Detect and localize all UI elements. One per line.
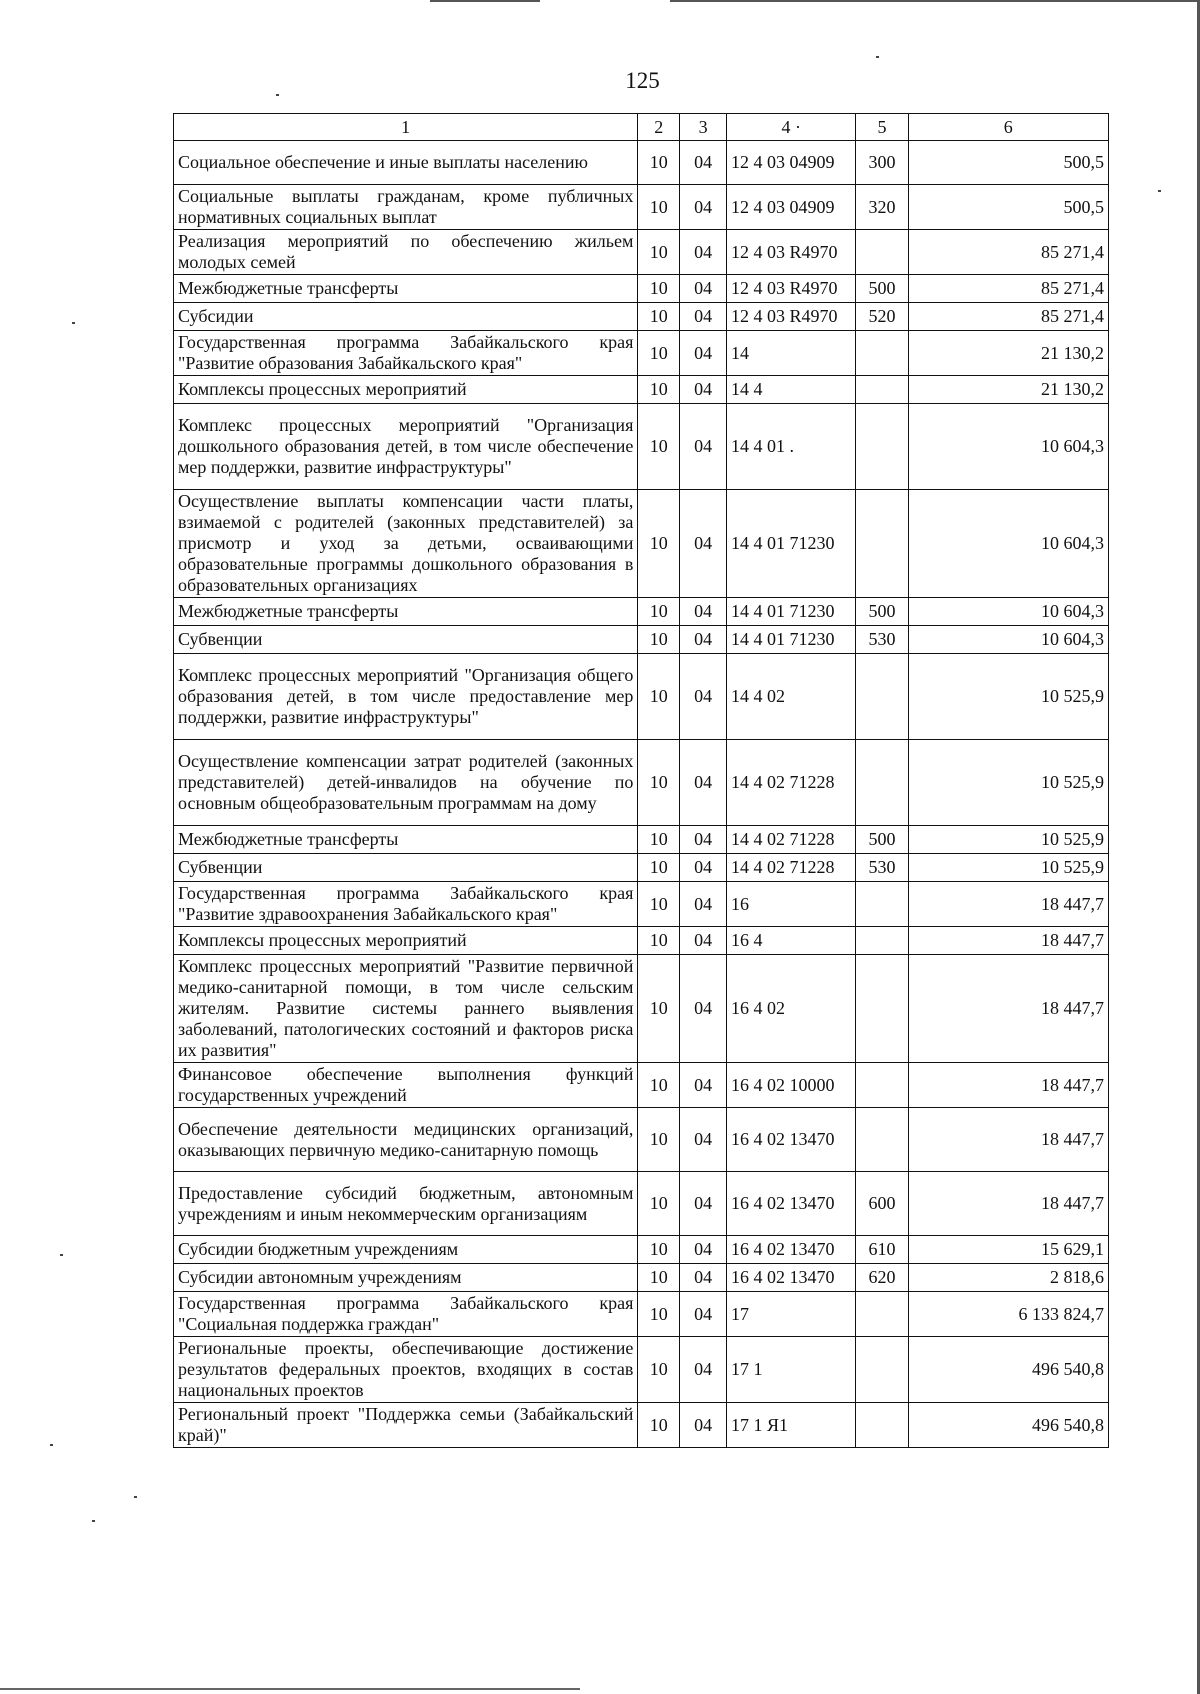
row-section-cell: 10 bbox=[638, 1292, 680, 1337]
row-amount-cell: 18 447,7 bbox=[908, 1063, 1108, 1108]
table-row bbox=[174, 955, 1109, 1063]
scan-speck bbox=[72, 322, 75, 324]
row-amount-cell: 18 447,7 bbox=[908, 1108, 1108, 1172]
row-expense-type-cell: 500 bbox=[856, 275, 908, 303]
header-col-5: 5 bbox=[856, 114, 908, 141]
row-expense-type-cell: 500 bbox=[856, 826, 908, 854]
row-amount-cell: 85 271,4 bbox=[908, 303, 1108, 331]
row-name-cell: Субвенции bbox=[174, 854, 638, 882]
row-expense-type-cell bbox=[856, 1337, 908, 1403]
row-name-cell: Комплекс процессных мероприятий "Организация дошкольного образования детей, в том числе обеспечение мер поддержки, развитие инфраструктуры" bbox=[174, 404, 638, 490]
table-row bbox=[174, 740, 1109, 826]
row-name-cell: Межбюджетные трансферты bbox=[174, 598, 638, 626]
row-expense-type-cell: 320 bbox=[856, 185, 908, 230]
row-name-cell: Комплекс процессных мероприятий "Развитие первичной медико-санитарной помощи, в том числе сельским жителям. Развитие системы раннего выявления заболеваний, патологических состояний и факторов риска их развития" bbox=[174, 955, 638, 1063]
row-name-cell: Реализация мероприятий по обеспечению жильем молодых семей bbox=[174, 230, 638, 275]
row-name-cell: Субсидии автономным учреждениям bbox=[174, 1264, 638, 1292]
row-name-cell: Государственная программа Забайкальского края "Развитие образования Забайкальского края" bbox=[174, 331, 638, 376]
table-row bbox=[174, 1236, 1109, 1264]
row-subsection-cell: 04 bbox=[680, 1403, 727, 1448]
table-row bbox=[174, 490, 1109, 598]
header-col-2: 2 bbox=[638, 114, 680, 141]
row-expense-type-cell bbox=[856, 230, 908, 275]
row-subsection-cell: 04 bbox=[680, 376, 727, 404]
row-subsection-cell: 04 bbox=[680, 275, 727, 303]
row-target-article-cell: 12 4 03 R4970 bbox=[727, 230, 856, 275]
table-row bbox=[174, 882, 1109, 927]
row-section-cell: 10 bbox=[638, 303, 680, 331]
row-name-cell: Социальные выплаты гражданам, кроме публичных нормативных социальных выплат bbox=[174, 185, 638, 230]
table-row bbox=[174, 927, 1109, 955]
budget-table bbox=[173, 113, 1109, 1448]
scan-speck bbox=[276, 94, 279, 96]
row-name-cell: Субсидии бюджетным учреждениям bbox=[174, 1236, 638, 1264]
table-row bbox=[174, 1403, 1109, 1448]
row-section-cell: 10 bbox=[638, 1403, 680, 1448]
row-target-article-cell: 14 4 02 71228 bbox=[727, 854, 856, 882]
row-expense-type-cell: 300 bbox=[856, 141, 908, 185]
row-amount-cell: 6 133 824,7 bbox=[908, 1292, 1108, 1337]
row-section-cell: 10 bbox=[638, 626, 680, 654]
row-amount-cell: 500,5 bbox=[908, 185, 1108, 230]
row-target-article-cell: 14 4 01 71230 bbox=[727, 598, 856, 626]
table-row bbox=[174, 185, 1109, 230]
scan-edge-bottom bbox=[0, 1688, 580, 1690]
row-subsection-cell: 04 bbox=[680, 230, 727, 275]
row-expense-type-cell bbox=[856, 1403, 908, 1448]
scan-speck bbox=[50, 1444, 53, 1446]
row-subsection-cell: 04 bbox=[680, 654, 727, 740]
row-section-cell: 10 bbox=[638, 1172, 680, 1236]
row-target-article-cell: 14 4 bbox=[727, 376, 856, 404]
row-expense-type-cell bbox=[856, 740, 908, 826]
row-target-article-cell: 16 bbox=[727, 882, 856, 927]
row-amount-cell: 18 447,7 bbox=[908, 927, 1108, 955]
table-row bbox=[174, 626, 1109, 654]
row-amount-cell: 15 629,1 bbox=[908, 1236, 1108, 1264]
row-target-article-cell: 16 4 02 10000 bbox=[727, 1063, 856, 1108]
row-target-article-cell: 16 4 02 13470 bbox=[727, 1264, 856, 1292]
row-section-cell: 10 bbox=[638, 376, 680, 404]
row-amount-cell: 85 271,4 bbox=[908, 230, 1108, 275]
row-subsection-cell: 04 bbox=[680, 955, 727, 1063]
row-name-cell: Предоставление субсидий бюджетным, автономным учреждениям и иным некоммерческим организациям bbox=[174, 1172, 638, 1236]
row-subsection-cell: 04 bbox=[680, 303, 727, 331]
row-target-article-cell: 16 4 02 bbox=[727, 955, 856, 1063]
row-target-article-cell: 14 4 01 71230 bbox=[727, 490, 856, 598]
row-target-article-cell: 12 4 03 04909 bbox=[727, 185, 856, 230]
row-subsection-cell: 04 bbox=[680, 490, 727, 598]
row-subsection-cell: 04 bbox=[680, 331, 727, 376]
row-name-cell: Социальное обеспечение и иные выплаты населению bbox=[174, 141, 638, 185]
table-row bbox=[174, 598, 1109, 626]
row-section-cell: 10 bbox=[638, 404, 680, 490]
row-amount-cell: 18 447,7 bbox=[908, 955, 1108, 1063]
row-expense-type-cell bbox=[856, 376, 908, 404]
row-subsection-cell: 04 bbox=[680, 927, 727, 955]
header-col-6: 6 bbox=[908, 114, 1108, 141]
table-row bbox=[174, 1292, 1109, 1337]
table-row bbox=[174, 331, 1109, 376]
scan-speck bbox=[92, 1520, 95, 1522]
row-subsection-cell: 04 bbox=[680, 626, 727, 654]
row-section-cell: 10 bbox=[638, 1108, 680, 1172]
scan-edge-top-left bbox=[430, 0, 540, 2]
row-subsection-cell: 04 bbox=[680, 1337, 727, 1403]
table-row bbox=[174, 141, 1109, 185]
row-amount-cell: 18 447,7 bbox=[908, 1172, 1108, 1236]
row-section-cell: 10 bbox=[638, 490, 680, 598]
row-amount-cell: 21 130,2 bbox=[908, 331, 1108, 376]
row-expense-type-cell: 610 bbox=[856, 1236, 908, 1264]
table-row bbox=[174, 1264, 1109, 1292]
row-subsection-cell: 04 bbox=[680, 826, 727, 854]
row-expense-type-cell: 500 bbox=[856, 598, 908, 626]
row-amount-cell: 10 604,3 bbox=[908, 404, 1108, 490]
row-subsection-cell: 04 bbox=[680, 1236, 727, 1264]
row-name-cell: Финансовое обеспечение выполнения функций государственных учреждений bbox=[174, 1063, 638, 1108]
table-row bbox=[174, 1063, 1109, 1108]
table-row bbox=[174, 1108, 1109, 1172]
row-expense-type-cell: 530 bbox=[856, 854, 908, 882]
row-subsection-cell: 04 bbox=[680, 141, 727, 185]
table-header-row bbox=[174, 114, 1109, 141]
table-body bbox=[174, 141, 1109, 1448]
row-subsection-cell: 04 bbox=[680, 882, 727, 927]
row-amount-cell: 18 447,7 bbox=[908, 882, 1108, 927]
page-number: 125 bbox=[625, 68, 660, 93]
row-target-article-cell: 14 4 02 bbox=[727, 654, 856, 740]
row-amount-cell: 10 525,9 bbox=[908, 654, 1108, 740]
row-name-cell: Региональный проект "Поддержка семьи (Забайкальский край)" bbox=[174, 1403, 638, 1448]
row-amount-cell: 496 540,8 bbox=[908, 1403, 1108, 1448]
row-section-cell: 10 bbox=[638, 955, 680, 1063]
row-expense-type-cell bbox=[856, 654, 908, 740]
row-subsection-cell: 04 bbox=[680, 404, 727, 490]
row-expense-type-cell bbox=[856, 331, 908, 376]
row-subsection-cell: 04 bbox=[680, 1063, 727, 1108]
row-name-cell: Осуществление выплаты компенсации части платы, взимаемой с родителей (законных представителей) за присмотр и уход за детьми, осваивающими образовательные программы дошкольного образования в образовательных организациях bbox=[174, 490, 638, 598]
row-subsection-cell: 04 bbox=[680, 185, 727, 230]
row-expense-type-cell bbox=[856, 1063, 908, 1108]
table-row bbox=[174, 1337, 1109, 1403]
row-section-cell: 10 bbox=[638, 826, 680, 854]
scan-speck bbox=[60, 1254, 63, 1256]
table-row bbox=[174, 376, 1109, 404]
row-expense-type-cell bbox=[856, 404, 908, 490]
row-expense-type-cell: 600 bbox=[856, 1172, 908, 1236]
row-subsection-cell: 04 bbox=[680, 1292, 727, 1337]
row-expense-type-cell bbox=[856, 490, 908, 598]
row-target-article-cell: 14 4 01 71230 bbox=[727, 626, 856, 654]
row-expense-type-cell: 620 bbox=[856, 1264, 908, 1292]
row-section-cell: 10 bbox=[638, 882, 680, 927]
row-target-article-cell: 14 4 02 71228 bbox=[727, 826, 856, 854]
row-expense-type-cell bbox=[856, 955, 908, 1063]
table-row bbox=[174, 854, 1109, 882]
row-section-cell: 10 bbox=[638, 1337, 680, 1403]
row-section-cell: 10 bbox=[638, 654, 680, 740]
scan-speck bbox=[134, 1496, 137, 1498]
row-name-cell: Комплексы процессных мероприятий bbox=[174, 376, 638, 404]
row-section-cell: 10 bbox=[638, 331, 680, 376]
row-amount-cell: 85 271,4 bbox=[908, 275, 1108, 303]
table-row bbox=[174, 404, 1109, 490]
table-row bbox=[174, 654, 1109, 740]
scan-edge-top-right bbox=[670, 0, 1200, 2]
row-target-article-cell: 14 bbox=[727, 331, 856, 376]
row-section-cell: 10 bbox=[638, 141, 680, 185]
row-subsection-cell: 04 bbox=[680, 1264, 727, 1292]
row-expense-type-cell bbox=[856, 1108, 908, 1172]
row-name-cell: Осуществление компенсации затрат родителей (законных представителей) детей-инвалидов на обучение по основным общеобразовательным программам на дому bbox=[174, 740, 638, 826]
row-target-article-cell: 12 4 03 R4970 bbox=[727, 275, 856, 303]
row-amount-cell: 10 604,3 bbox=[908, 598, 1108, 626]
row-name-cell: Региональные проекты, обеспечивающие достижение результатов федеральных проектов, входящих в состав национальных проектов bbox=[174, 1337, 638, 1403]
scan-speck bbox=[876, 56, 879, 58]
row-target-article-cell: 14 4 02 71228 bbox=[727, 740, 856, 826]
row-target-article-cell: 17 1 bbox=[727, 1337, 856, 1403]
row-subsection-cell: 04 bbox=[680, 1108, 727, 1172]
header-col-1: 1 bbox=[174, 114, 638, 141]
row-target-article-cell: 12 4 03 R4970 bbox=[727, 303, 856, 331]
row-expense-type-cell: 520 bbox=[856, 303, 908, 331]
row-section-cell: 10 bbox=[638, 1236, 680, 1264]
row-amount-cell: 10 525,9 bbox=[908, 854, 1108, 882]
row-name-cell: Комплекс процессных мероприятий "Организация общего образования детей, в том числе предоставление мер поддержки, развитие инфраструктуры" bbox=[174, 654, 638, 740]
row-section-cell: 10 bbox=[638, 854, 680, 882]
row-section-cell: 10 bbox=[638, 740, 680, 826]
row-expense-type-cell bbox=[856, 1292, 908, 1337]
row-subsection-cell: 04 bbox=[680, 598, 727, 626]
row-target-article-cell: 12 4 03 04909 bbox=[727, 141, 856, 185]
header-col-3: 3 bbox=[680, 114, 727, 141]
row-section-cell: 10 bbox=[638, 1063, 680, 1108]
row-target-article-cell: 17 1 Я1 bbox=[727, 1403, 856, 1448]
table-row bbox=[174, 303, 1109, 331]
table-row bbox=[174, 1172, 1109, 1236]
row-amount-cell: 10 604,3 bbox=[908, 626, 1108, 654]
row-amount-cell: 10 604,3 bbox=[908, 490, 1108, 598]
row-name-cell: Субсидии bbox=[174, 303, 638, 331]
row-section-cell: 10 bbox=[638, 1264, 680, 1292]
row-name-cell: Комплексы процессных мероприятий bbox=[174, 927, 638, 955]
row-target-article-cell: 16 4 02 13470 bbox=[727, 1236, 856, 1264]
row-name-cell: Межбюджетные трансферты bbox=[174, 826, 638, 854]
row-section-cell: 10 bbox=[638, 230, 680, 275]
table-row bbox=[174, 275, 1109, 303]
table-row bbox=[174, 826, 1109, 854]
row-section-cell: 10 bbox=[638, 185, 680, 230]
row-expense-type-cell: 530 bbox=[856, 626, 908, 654]
row-expense-type-cell bbox=[856, 927, 908, 955]
scan-speck bbox=[1158, 190, 1161, 192]
row-name-cell: Государственная программа Забайкальского края "Развитие здравоохранения Забайкальского края" bbox=[174, 882, 638, 927]
row-section-cell: 10 bbox=[638, 927, 680, 955]
row-amount-cell: 496 540,8 bbox=[908, 1337, 1108, 1403]
row-name-cell: Межбюджетные трансферты bbox=[174, 275, 638, 303]
row-target-article-cell: 17 bbox=[727, 1292, 856, 1337]
row-amount-cell: 2 818,6 bbox=[908, 1264, 1108, 1292]
row-target-article-cell: 16 4 02 13470 bbox=[727, 1108, 856, 1172]
row-amount-cell: 10 525,9 bbox=[908, 826, 1108, 854]
row-target-article-cell: 16 4 bbox=[727, 927, 856, 955]
row-section-cell: 10 bbox=[638, 598, 680, 626]
row-amount-cell: 500,5 bbox=[908, 141, 1108, 185]
row-name-cell: Государственная программа Забайкальского края "Социальная поддержка граждан" bbox=[174, 1292, 638, 1337]
row-target-article-cell: 14 4 01 . bbox=[727, 404, 856, 490]
row-amount-cell: 21 130,2 bbox=[908, 376, 1108, 404]
row-amount-cell: 10 525,9 bbox=[908, 740, 1108, 826]
header-col-4: 4 · bbox=[727, 114, 856, 141]
row-section-cell: 10 bbox=[638, 275, 680, 303]
row-name-cell: Обеспечение деятельности медицинских организаций, оказывающих первичную медико-санитарную помощь bbox=[174, 1108, 638, 1172]
row-expense-type-cell bbox=[856, 882, 908, 927]
row-target-article-cell: 16 4 02 13470 bbox=[727, 1172, 856, 1236]
row-subsection-cell: 04 bbox=[680, 740, 727, 826]
row-name-cell: Субвенции bbox=[174, 626, 638, 654]
table-row bbox=[174, 230, 1109, 275]
row-subsection-cell: 04 bbox=[680, 854, 727, 882]
row-subsection-cell: 04 bbox=[680, 1172, 727, 1236]
